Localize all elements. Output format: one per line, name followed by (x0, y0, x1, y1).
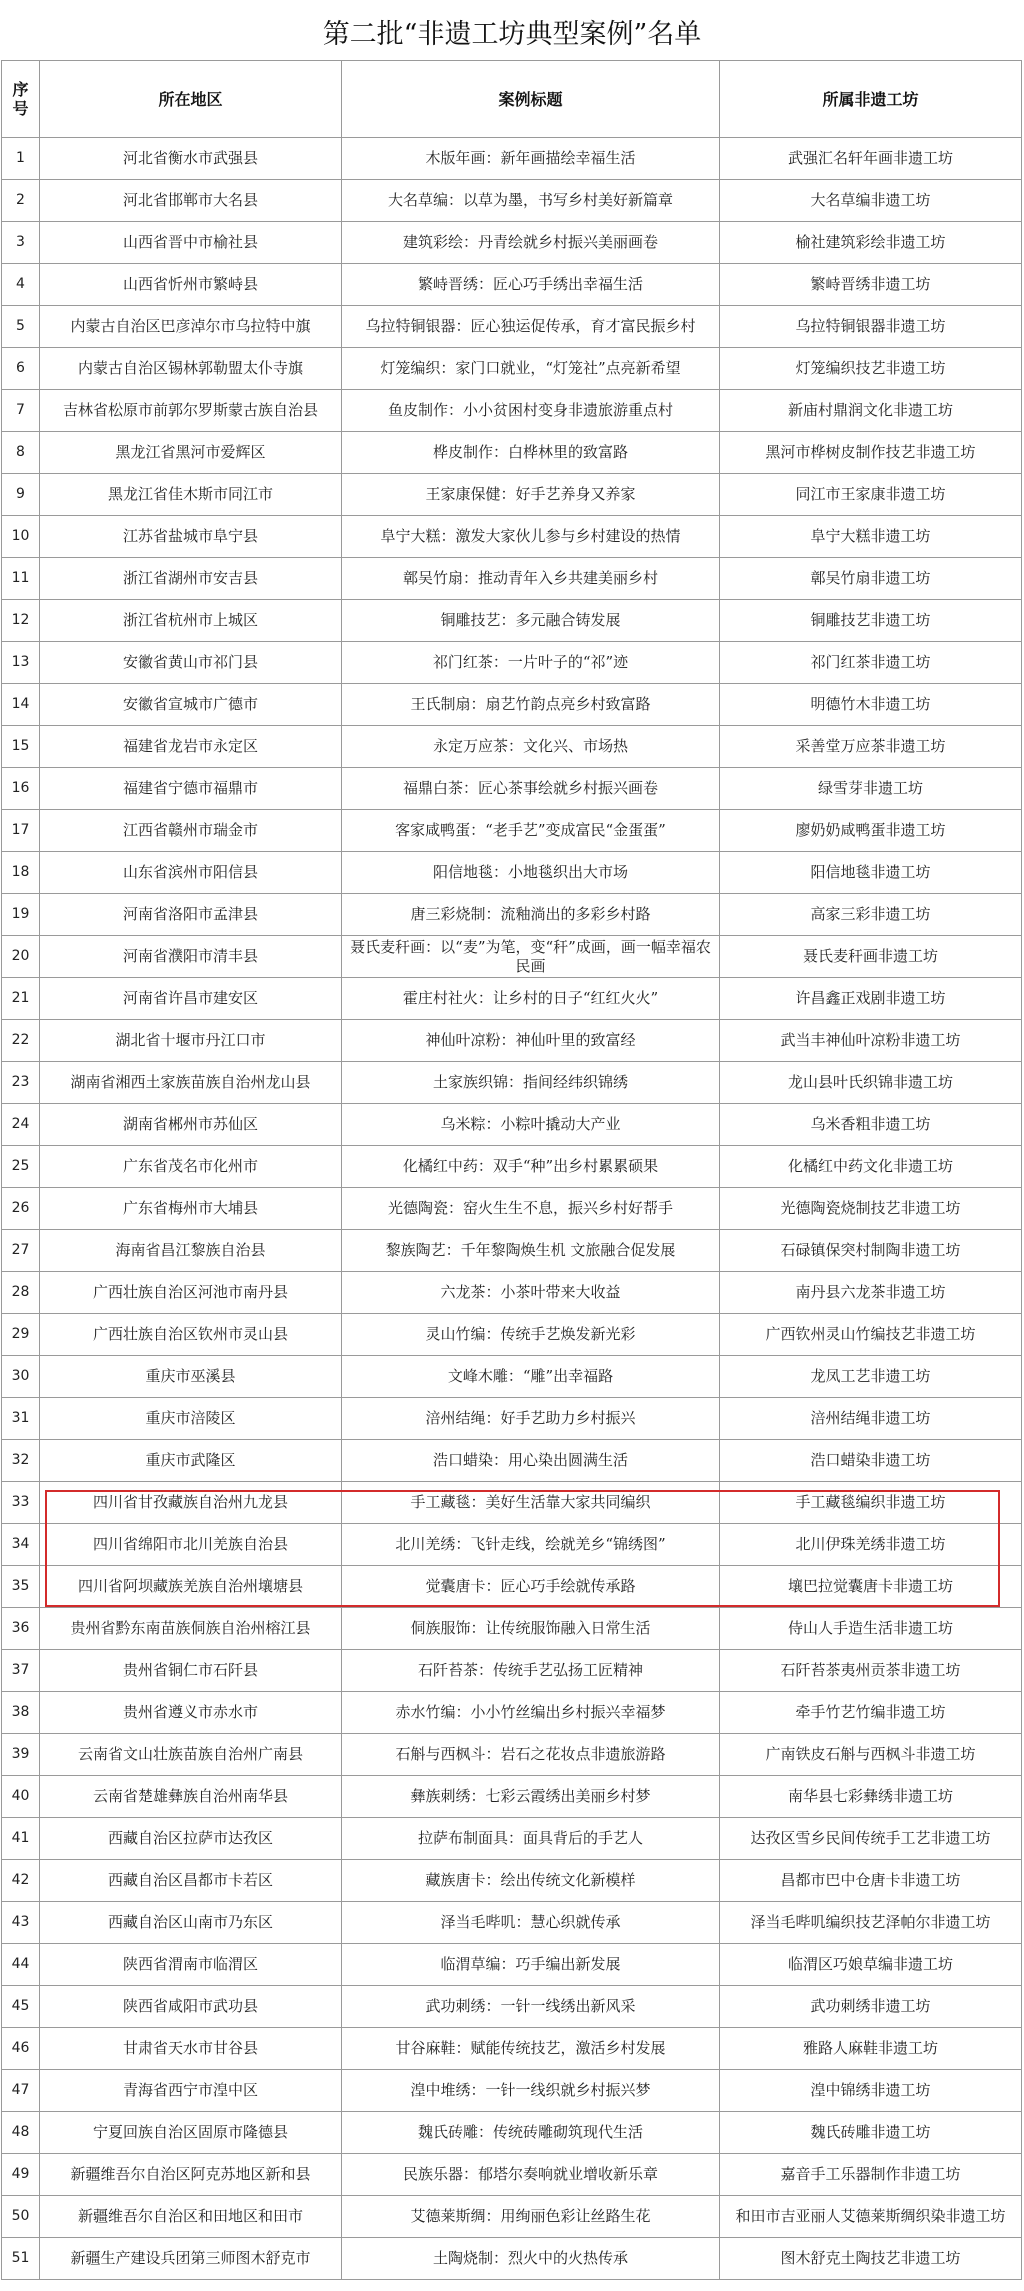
row-index: 11 (2, 558, 40, 600)
row-workshop: 黑河市桦树皮制作技艺非遗工坊 (720, 432, 1022, 474)
row-case-title: 鱼皮制作：小小贫困村变身非遗旅游重点村 (342, 390, 720, 432)
row-index: 21 (2, 978, 40, 1020)
row-index: 39 (2, 1734, 40, 1776)
table-row (2, 1734, 1022, 1776)
row-index: 33 (2, 1482, 40, 1524)
table-row (2, 810, 1022, 852)
row-workshop: 达孜区雪乡民间传统手工艺非遗工坊 (720, 1818, 1022, 1860)
table-row (2, 2154, 1022, 2196)
row-index: 34 (2, 1524, 40, 1566)
row-workshop: 明德竹木非遗工坊 (720, 684, 1022, 726)
row-index: 22 (2, 1020, 40, 1062)
table-row (2, 1692, 1022, 1734)
row-workshop: 繁峙晋绣非遗工坊 (720, 264, 1022, 306)
row-region: 河北省衡水市武强县 (40, 138, 342, 180)
row-index: 3 (2, 222, 40, 264)
row-workshop: 嘉音手工乐器制作非遗工坊 (720, 2154, 1022, 2196)
table-row (2, 1440, 1022, 1482)
row-workshop: 广南铁皮石斛与西枫斗非遗工坊 (720, 1734, 1022, 1776)
row-region: 浙江省湖州市安吉县 (40, 558, 342, 600)
table-row (2, 2028, 1022, 2070)
row-workshop: 南华县七彩彝绣非遗工坊 (720, 1776, 1022, 1818)
table-row (2, 390, 1022, 432)
row-case-title: 武功刺绣：一针一线绣出新风采 (342, 1986, 720, 2028)
row-case-title: 浩口蜡染：用心染出圆满生活 (342, 1440, 720, 1482)
row-index: 18 (2, 852, 40, 894)
table-row (2, 2238, 1022, 2280)
row-region: 新疆维吾尔自治区阿克苏地区新和县 (40, 2154, 342, 2196)
table-row (2, 1566, 1022, 1608)
table-row (2, 264, 1022, 306)
row-region: 河北省邯郸市大名县 (40, 180, 342, 222)
row-region: 陕西省咸阳市武功县 (40, 1986, 342, 2028)
row-case-title: 六龙茶：小茶叶带来大收益 (342, 1272, 720, 1314)
row-index: 29 (2, 1314, 40, 1356)
row-region: 福建省龙岩市永定区 (40, 726, 342, 768)
table-row (2, 1860, 1022, 1902)
row-region: 陕西省渭南市临渭区 (40, 1944, 342, 1986)
row-case-title: 祁门红茶：一片叶子的“祁”迹 (342, 642, 720, 684)
row-index: 10 (2, 516, 40, 558)
row-workshop: 采善堂万应茶非遗工坊 (720, 726, 1022, 768)
row-workshop: 浩口蜡染非遗工坊 (720, 1440, 1022, 1482)
row-case-title: 王家康保健：好手艺养身又养家 (342, 474, 720, 516)
row-case-title: 湟中堆绣：一针一线织就乡村振兴梦 (342, 2070, 720, 2112)
table-row (2, 1818, 1022, 1860)
table-row (2, 138, 1022, 180)
table-row (2, 1314, 1022, 1356)
table-row (2, 2070, 1022, 2112)
table-row (2, 180, 1022, 222)
row-workshop: 湟中锦绣非遗工坊 (720, 2070, 1022, 2112)
table-row (2, 1986, 1022, 2028)
row-region: 西藏自治区拉萨市达孜区 (40, 1818, 342, 1860)
row-index: 4 (2, 264, 40, 306)
row-region: 贵州省遵义市赤水市 (40, 1692, 342, 1734)
row-case-title: 阜宁大糕：激发大家伙儿参与乡村建设的热情 (342, 516, 720, 558)
row-region: 广西壮族自治区钦州市灵山县 (40, 1314, 342, 1356)
row-index: 20 (2, 936, 40, 978)
row-index: 1 (2, 138, 40, 180)
row-case-title: 乌米粽：小粽叶撬动大产业 (342, 1104, 720, 1146)
row-workshop: 同江市王家康非遗工坊 (720, 474, 1022, 516)
table-row (2, 222, 1022, 264)
row-index: 6 (2, 348, 40, 390)
table-row (2, 306, 1022, 348)
row-index: 26 (2, 1188, 40, 1230)
row-index: 45 (2, 1986, 40, 2028)
row-index: 24 (2, 1104, 40, 1146)
row-index: 17 (2, 810, 40, 852)
row-region: 西藏自治区山南市乃东区 (40, 1902, 342, 1944)
row-workshop: 泽当毛哔叽编织技艺泽帕尔非遗工坊 (720, 1902, 1022, 1944)
row-region: 广东省茂名市化州市 (40, 1146, 342, 1188)
row-workshop: 涪州结绳非遗工坊 (720, 1398, 1022, 1440)
row-region: 青海省西宁市湟中区 (40, 2070, 342, 2112)
row-index: 7 (2, 390, 40, 432)
row-index: 38 (2, 1692, 40, 1734)
table-row (2, 894, 1022, 936)
row-case-title: 鄣吴竹扇：推动青年入乡共建美丽乡村 (342, 558, 720, 600)
row-case-title: 乌拉特铜银器：匠心独运促传承，育才富民振乡村 (342, 306, 720, 348)
row-index: 31 (2, 1398, 40, 1440)
row-index: 48 (2, 2112, 40, 2154)
row-workshop: 乌拉特铜银器非遗工坊 (720, 306, 1022, 348)
table-row (2, 516, 1022, 558)
row-region: 内蒙古自治区巴彦淖尔市乌拉特中旗 (40, 306, 342, 348)
header-case-title: 案例标题 (342, 61, 720, 138)
document-title: 第二批“非遗工坊典型案例”名单 (322, 19, 702, 50)
table-header-row (2, 61, 1022, 138)
row-region: 湖南省湘西土家族苗族自治州龙山县 (40, 1062, 342, 1104)
row-region: 广东省梅州市大埔县 (40, 1188, 342, 1230)
row-index: 44 (2, 1944, 40, 1986)
table-row (2, 1608, 1022, 1650)
row-region: 贵州省黔东南苗族侗族自治州榕江县 (40, 1608, 342, 1650)
row-workshop: 手工藏毯编织非遗工坊 (720, 1482, 1022, 1524)
row-index: 42 (2, 1860, 40, 1902)
row-case-title: 土家族织锦：指间经纬织锦绣 (342, 1062, 720, 1104)
row-workshop: 牵手竹艺竹编非遗工坊 (720, 1692, 1022, 1734)
row-region: 云南省文山壮族苗族自治州广南县 (40, 1734, 342, 1776)
row-case-title: 木版年画：新年画描绘幸福生活 (342, 138, 720, 180)
row-workshop: 武当丰神仙叶凉粉非遗工坊 (720, 1020, 1022, 1062)
row-region: 江西省赣州市瑞金市 (40, 810, 342, 852)
row-case-title: 王氏制扇：扇艺竹韵点亮乡村致富路 (342, 684, 720, 726)
row-index: 19 (2, 894, 40, 936)
table-row (2, 726, 1022, 768)
row-case-title: 永定万应茶：文化兴、市场热 (342, 726, 720, 768)
row-workshop: 昌都市巴中仓唐卡非遗工坊 (720, 1860, 1022, 1902)
table-row (2, 1020, 1022, 1062)
row-index: 2 (2, 180, 40, 222)
row-index: 49 (2, 2154, 40, 2196)
row-case-title: 泽当毛哔叽：慧心织就传承 (342, 1902, 720, 1944)
row-workshop: 南丹县六龙茶非遗工坊 (720, 1272, 1022, 1314)
row-workshop: 武强汇名轩年画非遗工坊 (720, 138, 1022, 180)
row-region: 贵州省铜仁市石阡县 (40, 1650, 342, 1692)
row-case-title: 文峰木雕：“雕”出幸福路 (342, 1356, 720, 1398)
row-index: 43 (2, 1902, 40, 1944)
row-index: 41 (2, 1818, 40, 1860)
row-workshop: 新庙村鼎润文化非遗工坊 (720, 390, 1022, 432)
row-region: 四川省阿坝藏族羌族自治州壤塘县 (40, 1566, 342, 1608)
row-case-title: 涪州结绳：好手艺助力乡村振兴 (342, 1398, 720, 1440)
case-list-table (1, 60, 1022, 2280)
table-row (2, 1776, 1022, 1818)
row-workshop: 龙山县叶氏织锦非遗工坊 (720, 1062, 1022, 1104)
row-workshop: 灯笼编织技艺非遗工坊 (720, 348, 1022, 390)
header-workshop: 所属非遗工坊 (720, 61, 1022, 138)
row-index: 14 (2, 684, 40, 726)
row-case-title: 化橘红中药：双手“种”出乡村累累硕果 (342, 1146, 720, 1188)
row-region: 甘肃省天水市甘谷县 (40, 2028, 342, 2070)
table-row (2, 1650, 1022, 1692)
row-index: 40 (2, 1776, 40, 1818)
table-row (2, 1272, 1022, 1314)
row-workshop: 乌米香粗非遗工坊 (720, 1104, 1022, 1146)
row-case-title: 桦皮制作：白桦林里的致富路 (342, 432, 720, 474)
row-workshop: 侍山人手造生活非遗工坊 (720, 1608, 1022, 1650)
row-index: 9 (2, 474, 40, 516)
row-region: 福建省宁德市福鼎市 (40, 768, 342, 810)
row-index: 46 (2, 2028, 40, 2070)
row-region: 西藏自治区昌都市卡若区 (40, 1860, 342, 1902)
row-index: 15 (2, 726, 40, 768)
row-region: 湖南省郴州市苏仙区 (40, 1104, 342, 1146)
table-row (2, 852, 1022, 894)
table-row (2, 1104, 1022, 1146)
row-index: 23 (2, 1062, 40, 1104)
row-workshop: 龙凤工艺非遗工坊 (720, 1356, 1022, 1398)
row-case-title: 侗族服饰：让传统服饰融入日常生活 (342, 1608, 720, 1650)
row-workshop: 北川伊珠羌绣非遗工坊 (720, 1524, 1022, 1566)
row-case-title: 艾德莱斯绸：用绚丽色彩让丝路生花 (342, 2196, 720, 2238)
row-index: 27 (2, 1230, 40, 1272)
row-case-title: 铜雕技艺：多元融合铸发展 (342, 600, 720, 642)
row-region: 安徽省宣城市广德市 (40, 684, 342, 726)
row-workshop: 祁门红茶非遗工坊 (720, 642, 1022, 684)
table-row (2, 684, 1022, 726)
row-workshop: 大名草编非遗工坊 (720, 180, 1022, 222)
row-workshop: 光德陶瓷烧制技艺非遗工坊 (720, 1188, 1022, 1230)
table-row (2, 2112, 1022, 2154)
row-index: 28 (2, 1272, 40, 1314)
row-region: 四川省绵阳市北川羌族自治县 (40, 1524, 342, 1566)
row-workshop: 绿雪芽非遗工坊 (720, 768, 1022, 810)
row-region: 浙江省杭州市上城区 (40, 600, 342, 642)
row-index: 25 (2, 1146, 40, 1188)
row-case-title: 石斛与西枫斗：岩石之花妆点非遗旅游路 (342, 1734, 720, 1776)
row-region: 河南省洛阳市孟津县 (40, 894, 342, 936)
table-row (2, 1062, 1022, 1104)
row-case-title: 手工藏毯：美好生活靠大家共同编织 (342, 1482, 720, 1524)
row-region: 新疆生产建设兵团第三师图木舒克市 (40, 2238, 342, 2280)
table-row (2, 1188, 1022, 1230)
row-index: 32 (2, 1440, 40, 1482)
row-region: 山西省晋中市榆社县 (40, 222, 342, 264)
row-region: 江苏省盐城市阜宁县 (40, 516, 342, 558)
row-workshop: 雅路人麻鞋非遗工坊 (720, 2028, 1022, 2070)
row-case-title: 拉萨布制面具：面具背后的手艺人 (342, 1818, 720, 1860)
table-row (2, 1398, 1022, 1440)
row-workshop: 化橘红中药文化非遗工坊 (720, 1146, 1022, 1188)
row-workshop: 榆社建筑彩绘非遗工坊 (720, 222, 1022, 264)
table-row (2, 1944, 1022, 1986)
row-region: 广西壮族自治区河池市南丹县 (40, 1272, 342, 1314)
row-case-title: 甘谷麻鞋：赋能传统技艺，激活乡村发展 (342, 2028, 720, 2070)
row-case-title: 石阡苔茶：传统手艺弘扬工匠精神 (342, 1650, 720, 1692)
row-index: 35 (2, 1566, 40, 1608)
row-index: 37 (2, 1650, 40, 1692)
row-case-title: 临渭草编：巧手编出新发展 (342, 1944, 720, 1986)
table-row (2, 474, 1022, 516)
table-row (2, 432, 1022, 474)
row-region: 黑龙江省佳木斯市同江市 (40, 474, 342, 516)
table-row (2, 642, 1022, 684)
row-index: 47 (2, 2070, 40, 2112)
row-region: 云南省楚雄彝族自治州南华县 (40, 1776, 342, 1818)
row-index: 51 (2, 2238, 40, 2280)
table-row (2, 348, 1022, 390)
row-region: 山西省忻州市繁峙县 (40, 264, 342, 306)
row-index: 12 (2, 600, 40, 642)
table-row (2, 1482, 1022, 1524)
row-workshop: 廖奶奶咸鸭蛋非遗工坊 (720, 810, 1022, 852)
row-workshop: 石阡苔茶夷州贡茶非遗工坊 (720, 1650, 1022, 1692)
table-row (2, 936, 1022, 978)
table-row (2, 1146, 1022, 1188)
row-case-title: 霍庄村社火：让乡村的日子“红红火火” (342, 978, 720, 1020)
row-region: 黑龙江省黑河市爱辉区 (40, 432, 342, 474)
row-case-title: 唐三彩烧制：流釉淌出的多彩乡村路 (342, 894, 720, 936)
row-region: 重庆市涪陵区 (40, 1398, 342, 1440)
row-case-title: 聂氏麦秆画：以“麦”为笔，变“秆”成画，画一幅幸福农民画 (342, 936, 720, 978)
row-region: 河南省许昌市建安区 (40, 978, 342, 1020)
row-case-title: 繁峙晋绣：匠心巧手绣出幸福生活 (342, 264, 720, 306)
row-index: 16 (2, 768, 40, 810)
row-region: 内蒙古自治区锡林郭勒盟太仆寺旗 (40, 348, 342, 390)
row-workshop: 鄣吴竹扇非遗工坊 (720, 558, 1022, 600)
table-row (2, 978, 1022, 1020)
row-region: 吉林省松原市前郭尔罗斯蒙古族自治县 (40, 390, 342, 432)
row-workshop: 许昌鑫正戏剧非遗工坊 (720, 978, 1022, 1020)
row-index: 30 (2, 1356, 40, 1398)
row-case-title: 客家咸鸭蛋：“老手艺”变成富民“金蛋蛋” (342, 810, 720, 852)
row-case-title: 土陶烧制：烈火中的火热传承 (342, 2238, 720, 2280)
table-row (2, 1356, 1022, 1398)
table-body (2, 138, 1022, 2280)
row-index: 50 (2, 2196, 40, 2238)
row-case-title: 北川羌绣：飞针走线，绘就羌乡“锦绣图” (342, 1524, 720, 1566)
row-region: 四川省甘孜藏族自治州九龙县 (40, 1482, 342, 1524)
row-case-title: 灯笼编织：家门口就业，“灯笼社”点亮新希望 (342, 348, 720, 390)
row-region: 安徽省黄山市祁门县 (40, 642, 342, 684)
table-row (2, 1524, 1022, 1566)
row-region: 重庆市武隆区 (40, 1440, 342, 1482)
row-index: 13 (2, 642, 40, 684)
row-workshop: 石碌镇保突村制陶非遗工坊 (720, 1230, 1022, 1272)
row-region: 山东省滨州市阳信县 (40, 852, 342, 894)
row-case-title: 魏氏砖雕：传统砖雕砌筑现代生活 (342, 2112, 720, 2154)
table-row (2, 2196, 1022, 2238)
row-workshop: 壤巴拉觉囊唐卡非遗工坊 (720, 1566, 1022, 1608)
row-case-title: 民族乐器：郁塔尔奏响就业增收新乐章 (342, 2154, 720, 2196)
header-index: 序号 (2, 61, 40, 138)
row-case-title: 彝族刺绣：七彩云霞绣出美丽乡村梦 (342, 1776, 720, 1818)
row-case-title: 神仙叶凉粉：神仙叶里的致富经 (342, 1020, 720, 1062)
row-workshop: 高家三彩非遗工坊 (720, 894, 1022, 936)
row-region: 海南省昌江黎族自治县 (40, 1230, 342, 1272)
row-workshop: 和田市吉亚丽人艾德莱斯绸织染非遗工坊 (720, 2196, 1022, 2238)
table-row (2, 600, 1022, 642)
row-region: 宁夏回族自治区固原市隆德县 (40, 2112, 342, 2154)
header-region: 所在地区 (40, 61, 342, 138)
row-workshop: 魏氏砖雕非遗工坊 (720, 2112, 1022, 2154)
row-index: 8 (2, 432, 40, 474)
row-case-title: 光德陶瓷：窑火生生不息，振兴乡村好帮手 (342, 1188, 720, 1230)
row-region: 湖北省十堰市丹江口市 (40, 1020, 342, 1062)
row-case-title: 觉囊唐卡：匠心巧手绘就传承路 (342, 1566, 720, 1608)
row-workshop: 聂氏麦秆画非遗工坊 (720, 936, 1022, 978)
row-workshop: 阜宁大糕非遗工坊 (720, 516, 1022, 558)
row-workshop: 阳信地毯非遗工坊 (720, 852, 1022, 894)
table-row (2, 558, 1022, 600)
row-workshop: 铜雕技艺非遗工坊 (720, 600, 1022, 642)
row-region: 河南省濮阳市清丰县 (40, 936, 342, 978)
row-index: 5 (2, 306, 40, 348)
row-region: 重庆市巫溪县 (40, 1356, 342, 1398)
table-row (2, 1230, 1022, 1272)
row-workshop: 临渭区巧娘草编非遗工坊 (720, 1944, 1022, 1986)
table-row (2, 768, 1022, 810)
row-case-title: 藏族唐卡：绘出传统文化新模样 (342, 1860, 720, 1902)
row-case-title: 福鼎白茶：匠心茶事绘就乡村振兴画卷 (342, 768, 720, 810)
row-case-title: 赤水竹编：小小竹丝编出乡村振兴幸福梦 (342, 1692, 720, 1734)
row-workshop: 武功刺绣非遗工坊 (720, 1986, 1022, 2028)
row-case-title: 大名草编：以草为墨，书写乡村美好新篇章 (342, 180, 720, 222)
row-case-title: 黎族陶艺：千年黎陶焕生机 文旅融合促发展 (342, 1230, 720, 1272)
row-workshop: 图木舒克土陶技艺非遗工坊 (720, 2238, 1022, 2280)
row-case-title: 灵山竹编：传统手艺焕发新光彩 (342, 1314, 720, 1356)
row-case-title: 阳信地毯：小地毯织出大市场 (342, 852, 720, 894)
table-row (2, 1902, 1022, 1944)
row-workshop: 广西钦州灵山竹编技艺非遗工坊 (720, 1314, 1022, 1356)
row-index: 36 (2, 1608, 40, 1650)
row-region: 新疆维吾尔自治区和田地区和田市 (40, 2196, 342, 2238)
row-case-title: 建筑彩绘：丹青绘就乡村振兴美丽画卷 (342, 222, 720, 264)
